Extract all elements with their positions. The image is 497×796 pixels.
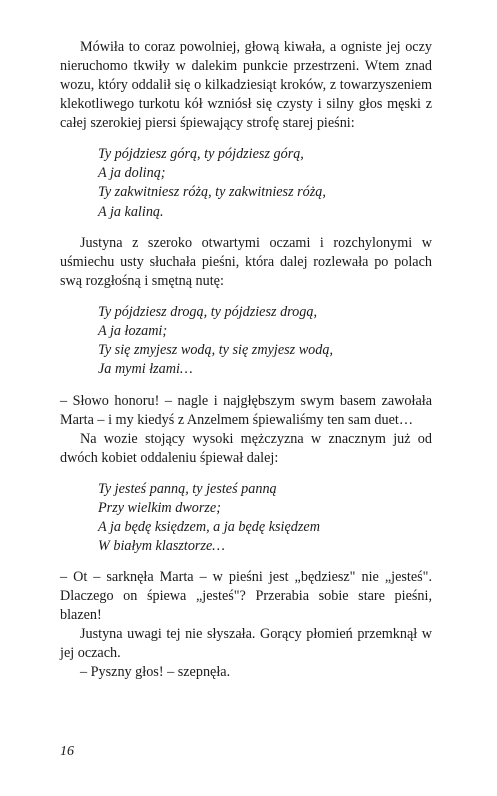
- paragraph-6: Justyna uwagi tej nie słyszała. Gorący płomień przemknął w jej oczach.: [60, 626, 432, 662]
- paragraph-4: Na wozie stojący wysoki mężczyzna w znacznym już od dwóch kobiet oddaleniu śpiewał dalej:: [60, 430, 432, 466]
- song-verse-1: [98, 145, 432, 222]
- paragraph-5: – Ot – sarknęła Marta – w pieśni jest „będziesz" nie „jesteś". Dlaczego on śpiewa „jesteś"? Przerabia sobie stare pieśni, blazen!: [60, 569, 432, 624]
- verse-line: Przy wielkim dworze;: [98, 499, 221, 516]
- verse-line: A ja doliną;: [98, 165, 166, 182]
- verse-line: Ty jesteś panną, ty jesteś panną: [98, 480, 277, 497]
- verse-line: A ja kaliną.: [98, 203, 164, 220]
- song-verse-2: [98, 303, 432, 380]
- paragraph-1: Mówiła to coraz powolniej, głową kiwała, a ogniste jej oczy nieruchomo tkwiły w dalekim punkcie przestrzeni. Wtem znad wozu, który oddalił się o kilkadziesiąt kroków, z towarzyszeniem klekotliwego turkotu kół wzniósł się czysty i silny głos męski z całej szerokiej piersi śpiewający strofę starej pieśni:: [60, 39, 432, 131]
- verse-line: Ty pójdziesz drogą, ty pójdziesz drogą,: [98, 303, 317, 320]
- verse-line: A ja łozami;: [98, 323, 168, 340]
- song-verse-3: [98, 480, 432, 557]
- book-page: [60, 38, 432, 682]
- verse-line: Ty zakwitniesz różą, ty zakwitniesz różą,: [98, 184, 326, 201]
- paragraph-3: – Słowo honoru! – nagle i najgłębszym swym basem zawołała Marta – i my kiedyś z Anzelmem śpiewaliśmy ten sam duet…: [60, 392, 432, 428]
- verse-line: Ja mymi łzami…: [98, 361, 193, 378]
- verse-line: Ty pójdziesz górą, ty pójdziesz górą,: [98, 146, 304, 162]
- paragraph-7: – Pyszny głos! – szepnęła.: [80, 664, 231, 681]
- verse-line: Ty się zmyjesz wodą, ty się zmyjesz wodą,: [98, 342, 333, 359]
- paragraph-2: Justyna z szeroko otwartymi oczami i rozchylonymi w uśmiechu usty słuchała pieśni, która dalej rozlewała po polach swą rozgłośną i smętną nutę:: [60, 234, 432, 289]
- verse-line: W białym klasztorze…: [98, 538, 225, 555]
- page-number: 16: [60, 744, 74, 759]
- verse-line: A ja będę księdzem, a ja będę księdzem: [98, 519, 320, 536]
